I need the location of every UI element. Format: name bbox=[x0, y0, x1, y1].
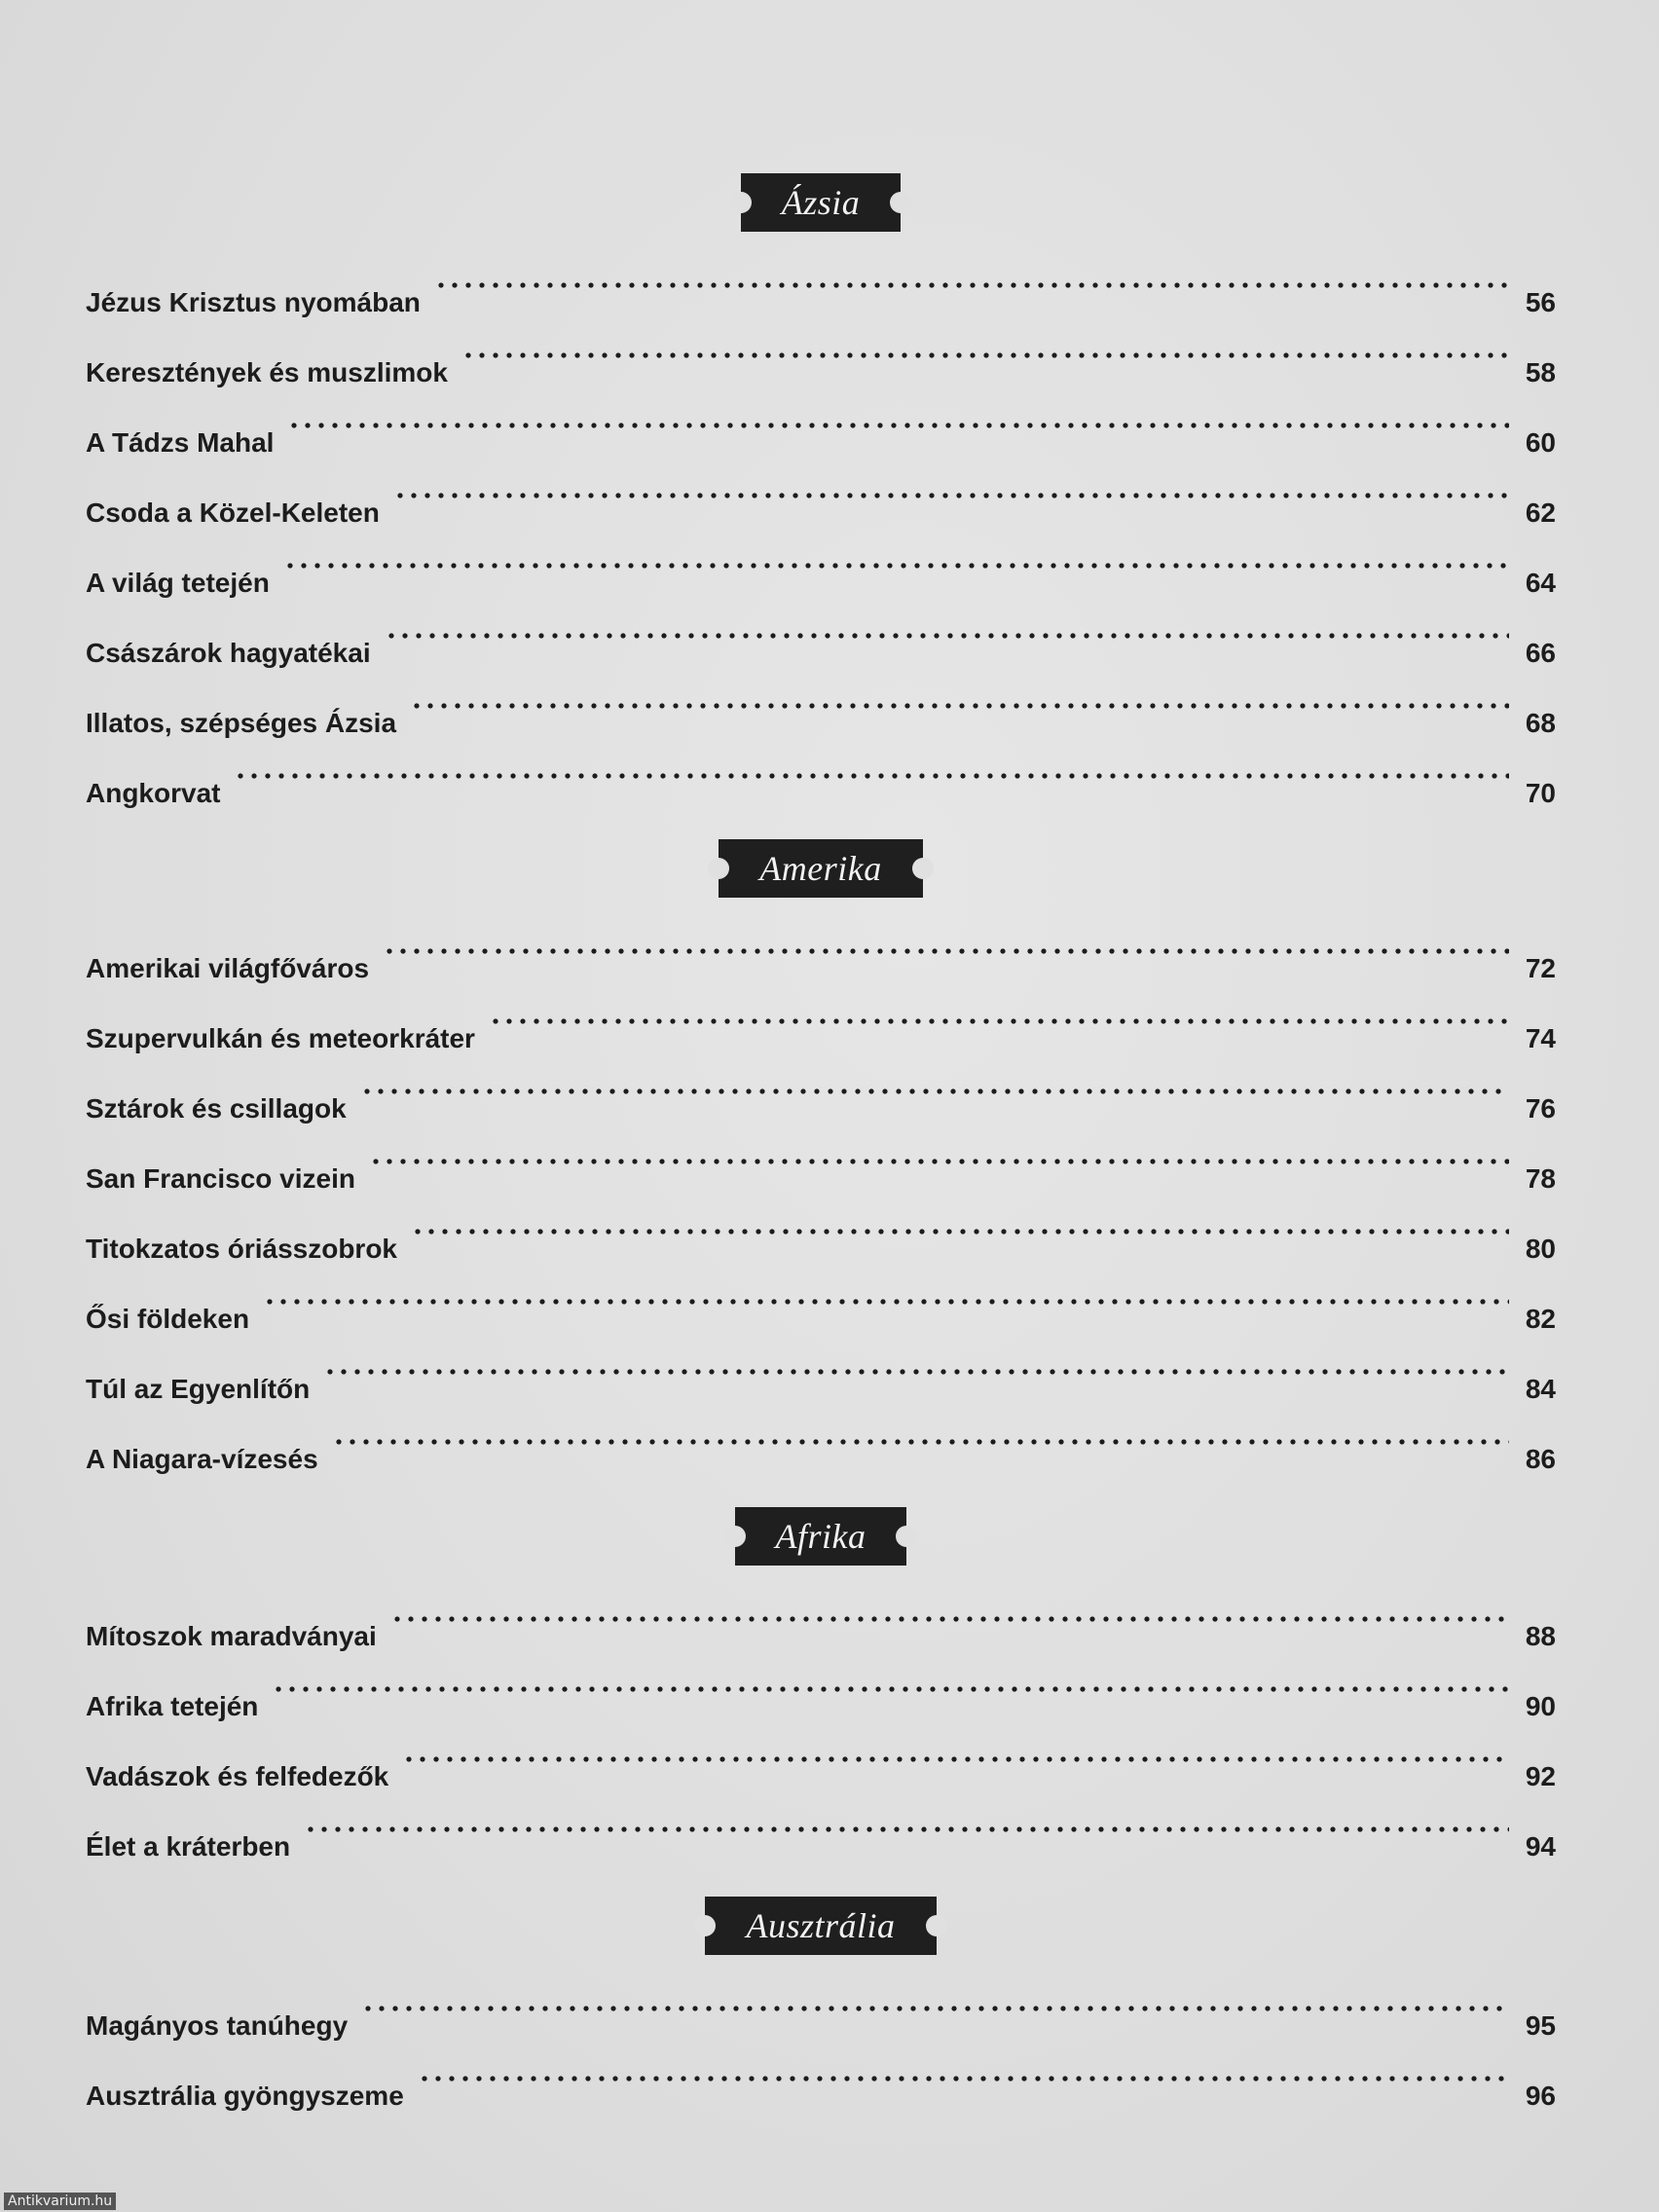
toc-entry-page: 70 bbox=[1525, 778, 1556, 808]
toc-entry-page: 74 bbox=[1525, 1023, 1556, 1053]
section-header bbox=[86, 1505, 1556, 1567]
toc-entry bbox=[86, 1715, 1556, 1791]
toc-entry bbox=[86, 241, 1556, 317]
toc-entry-page: 88 bbox=[1525, 1621, 1556, 1651]
toc-entry-title: Szupervulkán és meteorkráter bbox=[86, 1023, 475, 1053]
toc-entry-page: 58 bbox=[1525, 357, 1556, 387]
toc-leader-dots bbox=[434, 241, 1509, 312]
toc-leader-dots bbox=[332, 1398, 1509, 1468]
toc-leader-dots bbox=[304, 1786, 1509, 1856]
toc-entry-title: Túl az Egyenlítőn bbox=[86, 1374, 311, 1404]
toc-leader-dots bbox=[369, 1118, 1509, 1188]
toc-entry bbox=[86, 522, 1556, 598]
section-header bbox=[86, 171, 1556, 234]
toc-entry-page: 84 bbox=[1525, 1374, 1556, 1404]
toc-entry-title: Magányos tanúhegy bbox=[86, 2010, 349, 2041]
toc-leader-dots bbox=[410, 662, 1509, 732]
toc-entry bbox=[86, 907, 1556, 983]
toc-leader-dots bbox=[461, 312, 1509, 382]
section-header bbox=[86, 837, 1556, 900]
toc-entry-title: Jézus Krisztus nyomában bbox=[86, 287, 421, 317]
toc-entry-title: A Niagara-vízesés bbox=[86, 1444, 318, 1474]
toc-entry-page: 72 bbox=[1525, 953, 1556, 983]
toc-entry-title: Titokzatos óriásszobrok bbox=[86, 1234, 398, 1264]
toc-entry-title: A Tádzs Mahal bbox=[86, 427, 275, 458]
toc-entry bbox=[86, 1258, 1556, 1334]
toc-entry-page: 94 bbox=[1525, 1831, 1556, 1862]
toc-leader-dots bbox=[287, 382, 1509, 452]
toc-entry-page: 68 bbox=[1525, 708, 1556, 738]
toc-entry-page: 78 bbox=[1525, 1163, 1556, 1194]
toc-entry bbox=[86, 382, 1556, 458]
toc-entry-title: Ausztrália gyöngyszeme bbox=[86, 2081, 404, 2111]
toc-leader-dots bbox=[263, 1258, 1509, 1328]
toc-entry-page: 76 bbox=[1525, 1093, 1556, 1124]
toc-leader-dots bbox=[402, 1715, 1509, 1786]
toc-leader-dots bbox=[360, 1048, 1509, 1118]
toc-entry-page: 86 bbox=[1525, 1444, 1556, 1474]
toc-entry-title: Császárok hagyatékai bbox=[86, 638, 371, 668]
toc-entry-page: 80 bbox=[1525, 1234, 1556, 1264]
toc-entry bbox=[86, 592, 1556, 668]
toc-leader-dots bbox=[385, 592, 1509, 662]
toc-leader-dots bbox=[283, 522, 1509, 592]
toc-entry-title: Élet a kráterben bbox=[86, 1831, 291, 1862]
toc-entry bbox=[86, 732, 1556, 808]
toc-leader-dots bbox=[272, 1645, 1509, 1715]
toc-entry-page: 66 bbox=[1525, 638, 1556, 668]
toc-entry-title: A világ tetején bbox=[86, 568, 270, 598]
toc-leader-dots bbox=[393, 452, 1509, 522]
toc-leader-dots bbox=[383, 907, 1509, 977]
toc-leader-dots bbox=[323, 1328, 1509, 1398]
toc-entry-title: Afrika tetején bbox=[86, 1691, 259, 1721]
toc-entry-title: Illatos, szépséges Ázsia bbox=[86, 708, 397, 738]
toc-entry-page: 96 bbox=[1525, 2081, 1556, 2111]
toc-entry-page: 92 bbox=[1525, 1761, 1556, 1791]
toc-entry bbox=[86, 452, 1556, 528]
toc-entry-title: Keresztények és muszlimok bbox=[86, 357, 448, 387]
toc-entry-title: Vadászok és felfedezők bbox=[86, 1761, 389, 1791]
section-africa bbox=[86, 1505, 1556, 1862]
toc-entry-title: Amerikai világfőváros bbox=[86, 953, 370, 983]
section-america bbox=[86, 837, 1556, 1474]
toc-entry bbox=[86, 1965, 1556, 2041]
toc-leader-dots bbox=[361, 1965, 1509, 2035]
toc-entry-page: 56 bbox=[1525, 287, 1556, 317]
toc-leader-dots bbox=[390, 1575, 1509, 1645]
toc-entry bbox=[86, 1575, 1556, 1651]
toc-leader-dots bbox=[418, 2035, 1509, 2105]
toc-entry-page: 64 bbox=[1525, 568, 1556, 598]
watermark: Antikvarium.hu bbox=[4, 2193, 116, 2210]
section-banner-africa: Afrika bbox=[735, 1507, 907, 1566]
toc-entry bbox=[86, 1786, 1556, 1862]
section-asia bbox=[86, 171, 1556, 808]
toc-leader-dots bbox=[489, 977, 1509, 1048]
toc-leader-dots bbox=[411, 1188, 1509, 1258]
section-header bbox=[86, 1895, 1556, 1957]
toc-entry-page: 90 bbox=[1525, 1691, 1556, 1721]
section-banner-australia: Ausztrália bbox=[705, 1897, 936, 1955]
toc-entry-title: Mítoszok maradványai bbox=[86, 1621, 377, 1651]
toc-leader-dots bbox=[234, 732, 1509, 802]
toc-entry-page: 60 bbox=[1525, 427, 1556, 458]
toc-entry bbox=[86, 1328, 1556, 1404]
toc-entry-page: 62 bbox=[1525, 498, 1556, 528]
toc-entry-title: Angkorvat bbox=[86, 778, 221, 808]
toc-entry-title: San Francisco vizein bbox=[86, 1163, 355, 1194]
toc-entry-title: Csoda a Közel-Keleten bbox=[86, 498, 380, 528]
toc-entry-title: Sztárok és csillagok bbox=[86, 1093, 347, 1124]
toc-entry-title: Ősi földeken bbox=[86, 1304, 250, 1334]
section-banner-america: Amerika bbox=[719, 839, 922, 898]
section-australia bbox=[86, 1895, 1556, 2111]
section-banner-asia: Ázsia bbox=[741, 173, 902, 232]
toc-entry bbox=[86, 1645, 1556, 1721]
toc-entry-page: 82 bbox=[1525, 1304, 1556, 1334]
toc-entry-page: 95 bbox=[1525, 2010, 1556, 2041]
